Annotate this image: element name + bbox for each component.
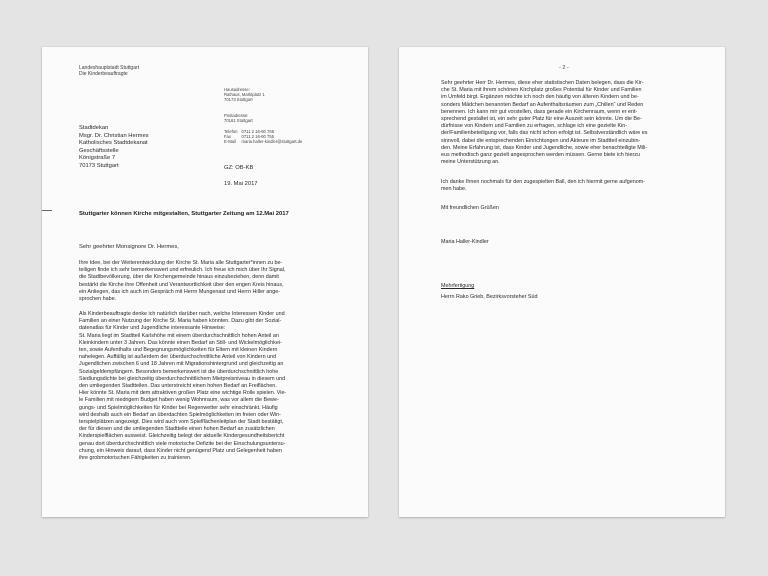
salutation: Sehr geehrter Monsignore Dr. Hermes, [79, 244, 179, 250]
body-paragraph: Als Kinderbeauftragte denke ich natürlich darüber nach, welche Interessen Kinder und Familien an einer Nutzung der Kirche St. Maria haben könnten. Dazu gibt der Sozial- datenatlas für Kinder und Jugendliche interessante Hinweise: St. Maria liegt im Stadtteil Karlshöhe mit einem überdurchschnittlich hohen Anteil an Kleinkindern unter 3 Jahren. Das könnte einen Bedarf an Still- und Wickelmöglichkei- ten, sowie Aufenthalts und Begegnungsmöglichkeiten für Eltern mit kleinen Kindern nahelegen. Auffällig ist außerdem der überdurchschnittliche Anteil von Kindern und Jugendlichen zwischen 6 und 18 Jahren mit Migrationshintergrund und gleichzeitig an Sozialgeldempfängern. Besonders bemerkenswert ist die überdurchschnittlich hohe Siedlungsdichte bei gleichzeitig überdurchschnittlichem Mietpreisniveau in diesem und den umliegenden Stadtteilen. Das unterstreicht einen hohen Bedarf an Freiflächen. Hier könnte St. Maria mit dem attraktiven großen Platz eine wichtige Rolle spielen. Vie- le Familien mit niedrigem Budget haben wenig Wohnraum, was vor allem die Bewe- gungs- und Spielmöglichkeiten für Kinder bei Regenwetter sehr einschränkt. Häufig wird deshalb auch ein Bedarf an überdachten Spielmöglichkeiten im freien oder Win- terspielplätzen angezeigt. Dies wird auch vom Spielflächenleitplan der Stadt bestätigt, der für diesen und die umliegenden Stadtteile einen hohen Bedarf an zusätzlichen Kinderspielflächen ausweist. Gleichzeitig belegt der aktuelle Kindergesundheitsbericht genau dort überdurchschnittlich viele motorische Defizite bei der Einschulungsuntersu- chung, ein Hinweis darauf, dass Kinder nicht genügend Platz und Gelegenheit haben ihre grobmotorischen Fähigkeiten zu trainieren. [79, 311, 287, 462]
contact-value: 0711 2 16-60 765 [241, 129, 275, 134]
org-name: Landeshauptstadt Stuttgart [79, 65, 140, 71]
reference-number: GZ: OB-KB [224, 165, 254, 171]
contact-label: Fax [224, 134, 231, 139]
contact-value: 0711 2 16-60 755 [241, 134, 275, 139]
letter-page-1 [42, 47, 368, 517]
letter-date: 19. Mai 2017 [224, 181, 258, 187]
contact-label: Telefon [224, 129, 238, 134]
body-paragraph: Sehr geehrter Herr Dr. Hermes, diese eher statistischen Daten belegen, dass die Kir- che St. Maria mit ihrem schönen Kirchplatz großes Potential für Kinder und Familien im Umfeld birgt. Ergänzen möchte ich noch den häufig von älteren Kindern und be- sonders Mädchen benannten Bedarf an Aufenthaltsräumen zum „Chillen“ und Reden benennen. Ich kann mir gut vorstellen, dass gerade ein Kirchenraum, wenn er ent- sprechend gestaltet ist, ein sehr guter Platz für eine Auszeit sein könnte. Um die Be- dürfnisse von Kindern und Familien zu erfragen, schlage ich eine gezielte Kin- der/Familienbeteiligung vor, falls das nicht schon erfolgt ist. Selbstverständlich wäre es sinnvoll, dabei die entsprechenden Einrichtungen und Akteure im Stadtteil einzubin- den. Meine Erfahrung ist, dass Kinder und Jugendliche, sowie eher benachteiligte Mili- eus methodisch ganz gezielt angesprochen werden müssen. Gerne biete ich hierzu meine Unterstützung an. [441, 80, 648, 166]
subject-line: Stuttgarter können Kirche mitgestalten, Stuttgarter Zeitung am 12.Mai 2017 [79, 211, 289, 217]
org-department: Die Kinderbeauftragte [79, 71, 128, 77]
contact-value: maria.haller-kindler@stuttgart.de [241, 139, 303, 144]
page-number: - 2 - [559, 65, 569, 71]
closing: Mit freundlichen Grüßen [441, 205, 499, 211]
body-paragraph: Ich danke Ihnen nochmals für den zugespielten Ball, den ich hiermit gerne aufgenom- men habe. [441, 179, 646, 193]
signer-name: Maria Haller-Kindler [441, 239, 489, 245]
fold-mark [42, 210, 52, 211]
post-address: Postadresse: 70161 Stuttgart [224, 113, 253, 123]
recipient-address: Stadtdekan Msgr. Dr. Christian Hermes Katholisches Stadtdekanat Geschäftsstelle Königstraße 7 70173 Stuttgart [79, 125, 149, 169]
visit-address: Hausadresse: Rathaus, Marktplatz 1 70173 Stuttgart [224, 87, 265, 102]
contact-row-email [224, 139, 306, 144]
body-paragraph: Ihre Idee, bei der Weiterentwicklung der Kirche St. Maria alle Stuttgarter*innen zu be- teiligen finde ich sehr bemerkenswert und erfreulich. Ich freue ich mich über Ihr Signal, die Stadtbevölkerung, über die Kirchengemeinde hinaus einzubeziehen, denn damit bestärkt die Kirche ihre Offenheit und Verantwortlichkeit über den engen Kreis hinaus, ein Anliegen, das ich auch im Gespräch mit Herrn Mungenast und Herrn Hiller ange- sprochen habe. [79, 260, 286, 303]
letter-page-2 [399, 47, 725, 517]
cc-recipient: Herrn Rako Grieb, Bezirksvorsteher Süd [441, 294, 538, 300]
contact-table [224, 129, 306, 144]
contact-label: E-Mail [224, 139, 236, 144]
cc-heading: Mehrfertigung [441, 283, 475, 289]
